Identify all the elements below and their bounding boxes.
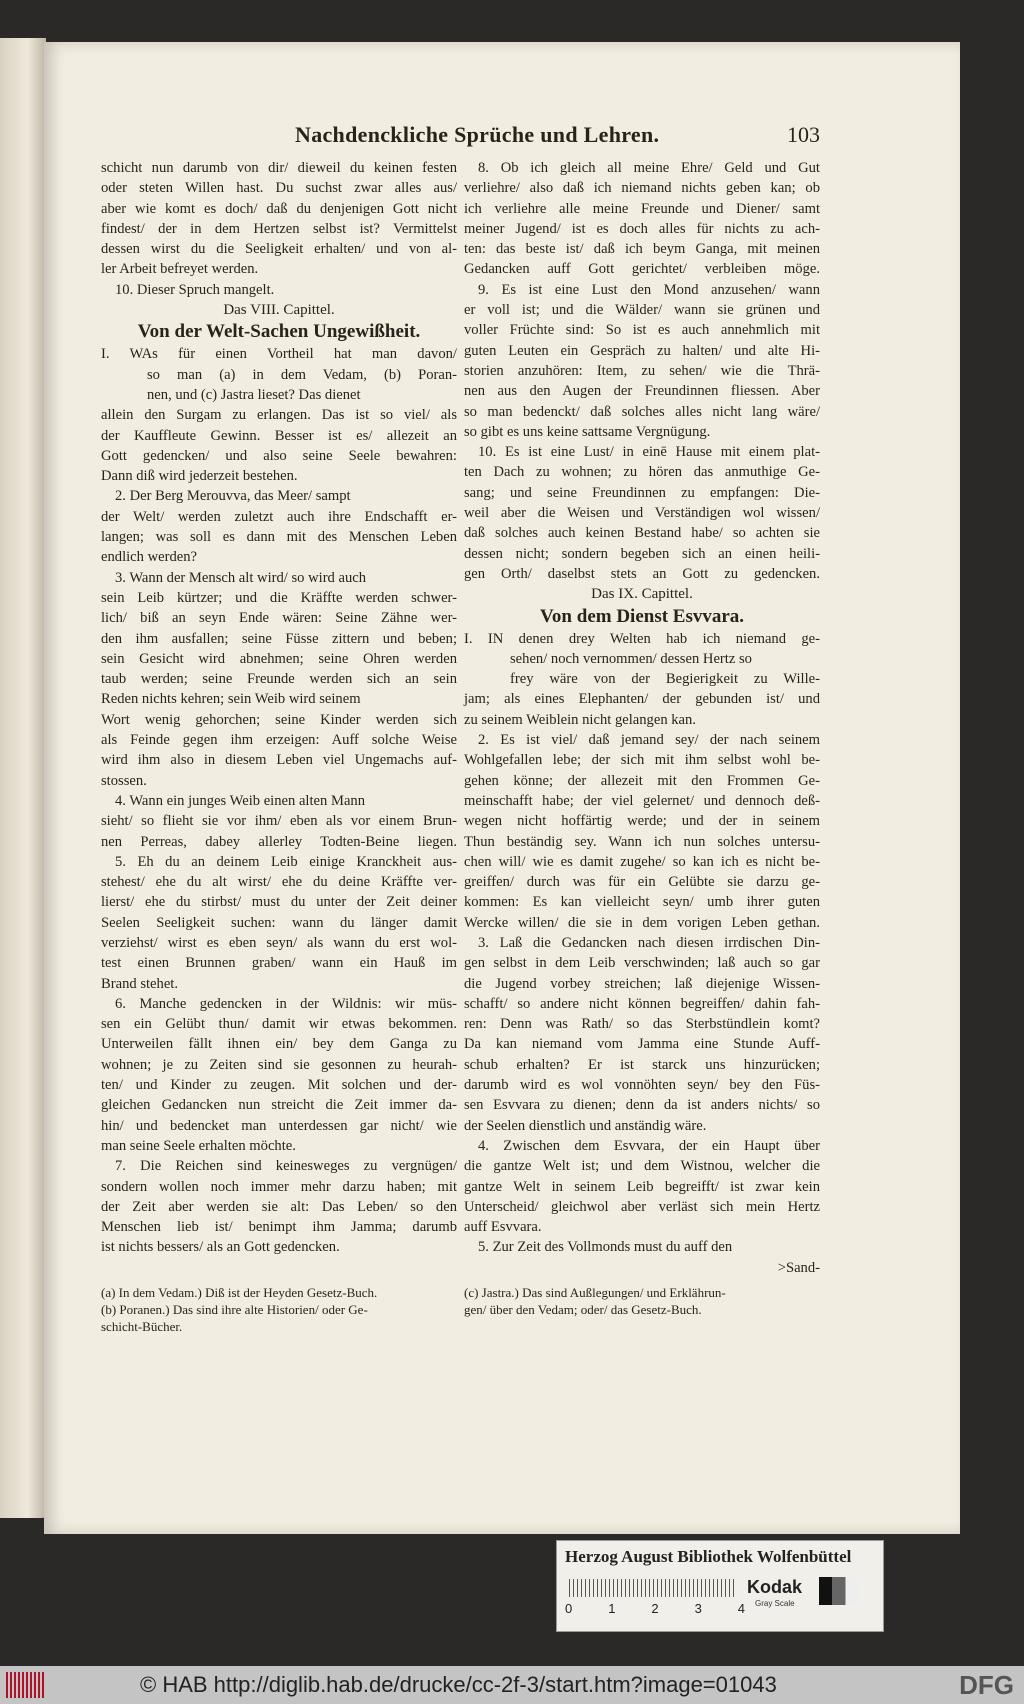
text-line: ten: das beste ist/ daß ich beym Ganga, mit meinen <box>464 241 820 258</box>
text-line: zu seinem Weiblein nicht gelangen kan. <box>464 711 696 728</box>
gray-swatch <box>819 1577 859 1605</box>
text-line: test einen Brunnen graben/ wann ein Hauß im <box>101 955 457 972</box>
text-line: sein Gesicht wird abnehmen; seine Ohren werden <box>101 650 457 667</box>
text-line: der Zeit aber werden sie alt: Das Leben/ so den <box>101 1198 457 1215</box>
text-line: greiffen/ durch was für ein Gelübte sie darzu ge- <box>464 874 820 891</box>
text-line: daß solches auch keinen Bestand habe/ so achten sie <box>464 525 820 542</box>
text-line: Da kan niemand vom Jamma eine Stunde Auff- <box>464 1036 820 1053</box>
footnotes-right <box>464 1284 820 1318</box>
catchword: >Sand- <box>777 1259 820 1276</box>
text-line: 10. Dieser Spruch mangelt. <box>115 281 275 298</box>
text-line: gen selbst in dem Leib verschwinden; laß auch so gar <box>464 955 820 972</box>
text-line: ten Dach zu wohnen; zu hören das anmuthige Ge- <box>464 464 820 481</box>
footnote-line: (b) Poranen.) Das sind ihre alte Historien/ oder Ge- <box>101 1302 368 1317</box>
text-line: wohnen; je zu Zeiten sind sie gesonnen zu heurah- <box>101 1056 457 1073</box>
text-line: Wohlgefallen lebe; der sich mit ihm selbst wohl be- <box>464 752 820 769</box>
ruler-numbers <box>565 1601 745 1616</box>
text-line: meinschafft habe; der viel gelernet/ und dennoch deß- <box>464 792 820 809</box>
text-line: schicht nun darumb von dir/ dieweil du keinen festen <box>101 160 457 176</box>
text-line: sieht/ so flieht sie vor ihm/ eben als vor einem Brun- <box>101 813 457 830</box>
text-line: wird ihm also in diesem Leben viel Ungemachs auf- <box>101 752 457 769</box>
hab-logo-icon <box>6 1672 46 1698</box>
footer-bar <box>0 1666 1024 1704</box>
previous-page-edge <box>0 38 46 1518</box>
text-line: frey wäre von der Begierigkeit zu Wille- <box>510 671 820 688</box>
text-line: dessen nicht; sondern begeben sich an einen heili- <box>464 545 820 562</box>
chapter-title: Von der Welt-Sachen Ungewißheit. <box>137 321 421 343</box>
text-line: sein Leib kürtzer; und die Kräffte werden schwer- <box>101 589 457 606</box>
text-line: Unterscheid/ gleichwol aber verläst sich mein Hertz <box>464 1198 820 1215</box>
footnote-line: (c) Jastra.) Das sind Außlegungen/ und Erklährun- <box>464 1285 726 1300</box>
text-line: so man (a) in dem Vedam, (b) Poran- <box>147 366 457 383</box>
ruler-number: 2 <box>651 1601 659 1616</box>
text-line: 2. Es ist viel/ daß jemand sey/ der nach seinem <box>478 732 820 749</box>
text-line: verliehre/ also daß ich niemand nichts geben kan; ob <box>464 180 820 197</box>
text-line: Thun beständig sey. Wann ich nun solches untersu- <box>464 833 820 850</box>
text-line: stossen. <box>101 772 147 789</box>
footnote-line: gen/ über den Vedam; oder/ das Gesetz-Buch. <box>464 1302 702 1317</box>
left-text-column <box>101 158 457 1258</box>
text-line: gantze Welt in seinem Leib begreifft/ ist zwar kein <box>464 1178 820 1195</box>
text-line: sang; und seine Freundinnen zu empfangen: Die- <box>464 484 820 501</box>
ruler-number: 3 <box>694 1601 702 1616</box>
text-line: findest/ der in dem Hertzen selbst ist? Vermittelst <box>101 220 457 237</box>
text-line: ren: Denn was Rath/ so das Sterbstündlein komt? <box>464 1016 820 1033</box>
text-line: als Feinde gegen ihm erzeigen: Auff solche Weise <box>101 732 457 749</box>
text-line: 6. Manche gedencken in der Wildnis: wir müs- <box>115 995 457 1012</box>
library-name: Herzog August Bibliothek Wolfenbüttel <box>565 1547 852 1566</box>
text-line: 9. Es ist eine Lust den Mond anzusehen/ wann <box>478 281 820 298</box>
text-line: die Jugend vorbey streichen; laß diejenige Wissen- <box>464 975 820 992</box>
text-line: storien anzuhören: Item, zu sehen/ wie die Thrä- <box>464 362 820 379</box>
ruler-number: 0 <box>565 1601 573 1616</box>
text-line: 8. Ob ich gleich all meine Ehre/ Geld und Gut <box>478 160 820 176</box>
text-line: I. WAs für einen Vortheil hat man davon/ <box>101 346 457 363</box>
text-line: 5. Zur Zeit des Vollmonds must du auff den <box>478 1239 733 1256</box>
text-line: hin/ und bedencket man unterdessen gar nicht/ wie <box>101 1117 457 1134</box>
text-line: auff Esvvara. <box>464 1219 542 1236</box>
chapter-title: Von dem Dienst Esvvara. <box>539 605 745 627</box>
text-line: Reden nichts kehren; sein Weib wird seinem <box>101 691 361 708</box>
text-line: wegen nicht hoffärtig werde; und der in seinem <box>464 813 820 830</box>
text-line: man seine Seele erhalten möchte. <box>101 1137 296 1154</box>
text-line: Unterweilen fällt ihnen ein/ bey dem Ganga zu <box>101 1036 457 1053</box>
text-line: Gott gedencken/ und also seine Seele bewahren: <box>101 447 457 464</box>
running-title: Nachdenckliche Sprüche und Lehren. <box>295 122 660 147</box>
text-line: voller Früchte sind: So ist es auch annehmlich mit <box>464 322 820 339</box>
text-line: 7. Die Reichen sind keinesweges zu vergnügen/ <box>115 1158 457 1175</box>
gray-scale-label: Gray Scale <box>755 1599 795 1608</box>
text-line: sehen/ noch vernommen/ dessen Hertz so <box>510 650 752 667</box>
text-line: 3. Laß die Gedancken nach diesen irrdischen Din- <box>478 934 820 951</box>
text-line: der Seelen dienstlich und anständig wäre. <box>464 1117 707 1134</box>
color-target-card <box>556 1540 884 1632</box>
text-line: 2. Der Berg Merouvva, das Meer/ sampt <box>115 488 351 505</box>
text-line: Seelen Seeligkeit suchen: wann du länger damit <box>101 914 457 931</box>
text-line: kommen: Es kan vielleicht seyn/ umb ihrer guten <box>464 894 820 911</box>
text-line: Dann diß wird jederzeit bestehen. <box>101 468 298 485</box>
text-line: sen ein Gelübt thun/ damit wir etwas bekommen. <box>101 1016 457 1033</box>
text-line: sondern wollen noch immer mehr darzu haben; mit <box>101 1178 457 1195</box>
text-line: gen Orth/ daselbst stets an Gott zu gedencken. <box>464 565 820 582</box>
text-line: er voll ist; und die Wälder/ wann sie grünen und <box>464 302 820 319</box>
text-line: schub erhalten? Er ist starck uns hinzurücken; <box>464 1056 820 1073</box>
text-line: den ihm ausfallen; seine Füsse zittern und beben; <box>101 630 457 647</box>
ruler-scale <box>569 1579 734 1597</box>
right-text-column <box>464 158 820 1278</box>
text-line: chen will/ wie es damit zugehe/ so kan ich es nicht be- <box>464 853 820 870</box>
text-line: so gibt es uns keine sattsame Vergnügung. <box>464 423 711 440</box>
text-line: taub werden; seine Freunde werden sich an sein <box>101 671 457 688</box>
copyright-link[interactable]: © HAB http://diglib.hab.de/drucke/cc-2f-3/start.htm?image=01043 <box>140 1672 777 1697</box>
page-number: 103 <box>787 122 820 147</box>
chapter-number: Das VIII. Capittel. <box>223 302 335 319</box>
text-line: Gedancken auff Gott gerichtet/ verbleiben möge. <box>464 261 820 278</box>
dfg-logo: DFG <box>959 1670 1014 1700</box>
text-line: lierst/ ehe du stirbst/ must du unter der Zeit deiner <box>101 894 457 911</box>
footnote-line: (a) In dem Vedam.) Diß ist der Heyden Gesetz-Buch. <box>101 1285 378 1300</box>
text-line: weil aber die Weisen und Verständigen wol wissen/ <box>464 505 820 522</box>
chapter-number: Das IX. Capittel. <box>591 586 693 603</box>
text-line: langen; was soll es dann mit des Menschen Leben <box>101 529 457 546</box>
text-line: oder steten Willen hast. Du suchst zwar alles aus/ <box>101 180 457 197</box>
text-line: 10. Es ist eine Lust/ in einē Hause mit einem plat- <box>478 444 820 461</box>
ruler-number: 1 <box>608 1601 616 1616</box>
text-line: aber wie komt es doch/ daß du denjenigen Gott nicht <box>101 200 457 217</box>
text-line: Wercke willen/ die sie in dem vorigen Leben gethan. <box>464 914 820 931</box>
text-line: dessen wirst du die Seeligkeit erhalten/ und von al- <box>101 241 457 258</box>
text-line: gehen könne; der allezeit mit den Frommen Ge- <box>464 772 820 789</box>
text-line: ist nichts bessers/ als an Gott gedencken. <box>101 1239 340 1256</box>
page-header <box>295 122 820 152</box>
text-line: lich/ biß an seyn Ende wären: Seine Zähne wer- <box>101 610 457 627</box>
text-line: stehest/ ehe du alt wirst/ ehe du deine Kräffte ver- <box>101 874 457 891</box>
text-line: Wort wenig gehorchen; seine Kinder werden sich <box>101 711 457 728</box>
text-line: 4. Zwischen dem Esvvara, der ein Haupt über <box>478 1137 820 1154</box>
text-line: die gantze Welt ist; und dem Wistnou, welcher die <box>464 1158 820 1175</box>
text-line: ler Arbeit befreyet werden. <box>101 261 259 278</box>
text-line: gleichen Gedancken nun streicht die Zeit immer da- <box>101 1097 457 1114</box>
text-line: allein den Surgam zu erlangen. Das ist so viel/ als <box>101 407 457 424</box>
text-line: guten Leuten ein Gespräch zu halten/ und alte Hi- <box>464 342 820 359</box>
text-line: verziehst/ wirst es eben seyn/ als wann du erst wol- <box>101 934 457 951</box>
text-line: schafft/ so andere nicht können begreiffen/ dahin fah- <box>464 995 820 1012</box>
text-line: meiner Jugend/ ist es doch alles für nichts zu ach- <box>464 220 820 237</box>
text-line: so man bedenckt/ daß solches alles nicht lang wäre/ <box>464 403 820 420</box>
text-line: ich verliehre alle meine Freunde und Diener/ samt <box>464 200 820 217</box>
text-line: Menschen lieb ist/ benimpt ihm Jamma; darumb <box>101 1219 457 1236</box>
text-line: 3. Wann der Mensch alt wird/ so wird auch <box>115 569 367 586</box>
text-line: nen aus den Augen der Freundinnen fliessen. Aber <box>464 383 820 400</box>
text-line: Brand stehet. <box>101 975 179 992</box>
text-line: der Welt/ werden zuletzt auch ihre Endschafft er- <box>101 508 457 525</box>
text-line: darumb wird es wol vonnöhten seyn/ bey den Füs- <box>464 1077 820 1094</box>
ruler-number: 4 <box>737 1601 745 1616</box>
text-line: sen Esvvara zu dienen; denn da ist anders nichts/ so <box>464 1097 820 1114</box>
footnote-line: schicht-Bücher. <box>101 1319 183 1334</box>
text-line: ten/ und Kinder zu zeugen. Mit solchen und der- <box>101 1077 457 1094</box>
kodak-logo: Kodak <box>747 1577 803 1597</box>
text-line: endlich werden? <box>101 549 198 566</box>
text-line: 4. Wann ein junges Weib einen alten Mann <box>115 792 366 809</box>
text-line: jam; als eines Elephanten/ der gebunden ist/ und <box>464 691 820 708</box>
text-line: der Kauffleute Gewinn. Besser ist es/ allezeit an <box>101 427 457 444</box>
footnotes-left <box>101 1284 457 1335</box>
text-line: nen, und (c) Jastra lieset? Das dienet <box>147 386 361 403</box>
text-line: 5. Eh du an deinem Leib einige Kranckheit aus- <box>115 853 457 870</box>
text-line: I. IN denen drey Welten hab ich niemand ge- <box>464 630 820 647</box>
text-line: nen Perreas, dabey allerley Todten-Beine liegen. <box>101 833 457 850</box>
